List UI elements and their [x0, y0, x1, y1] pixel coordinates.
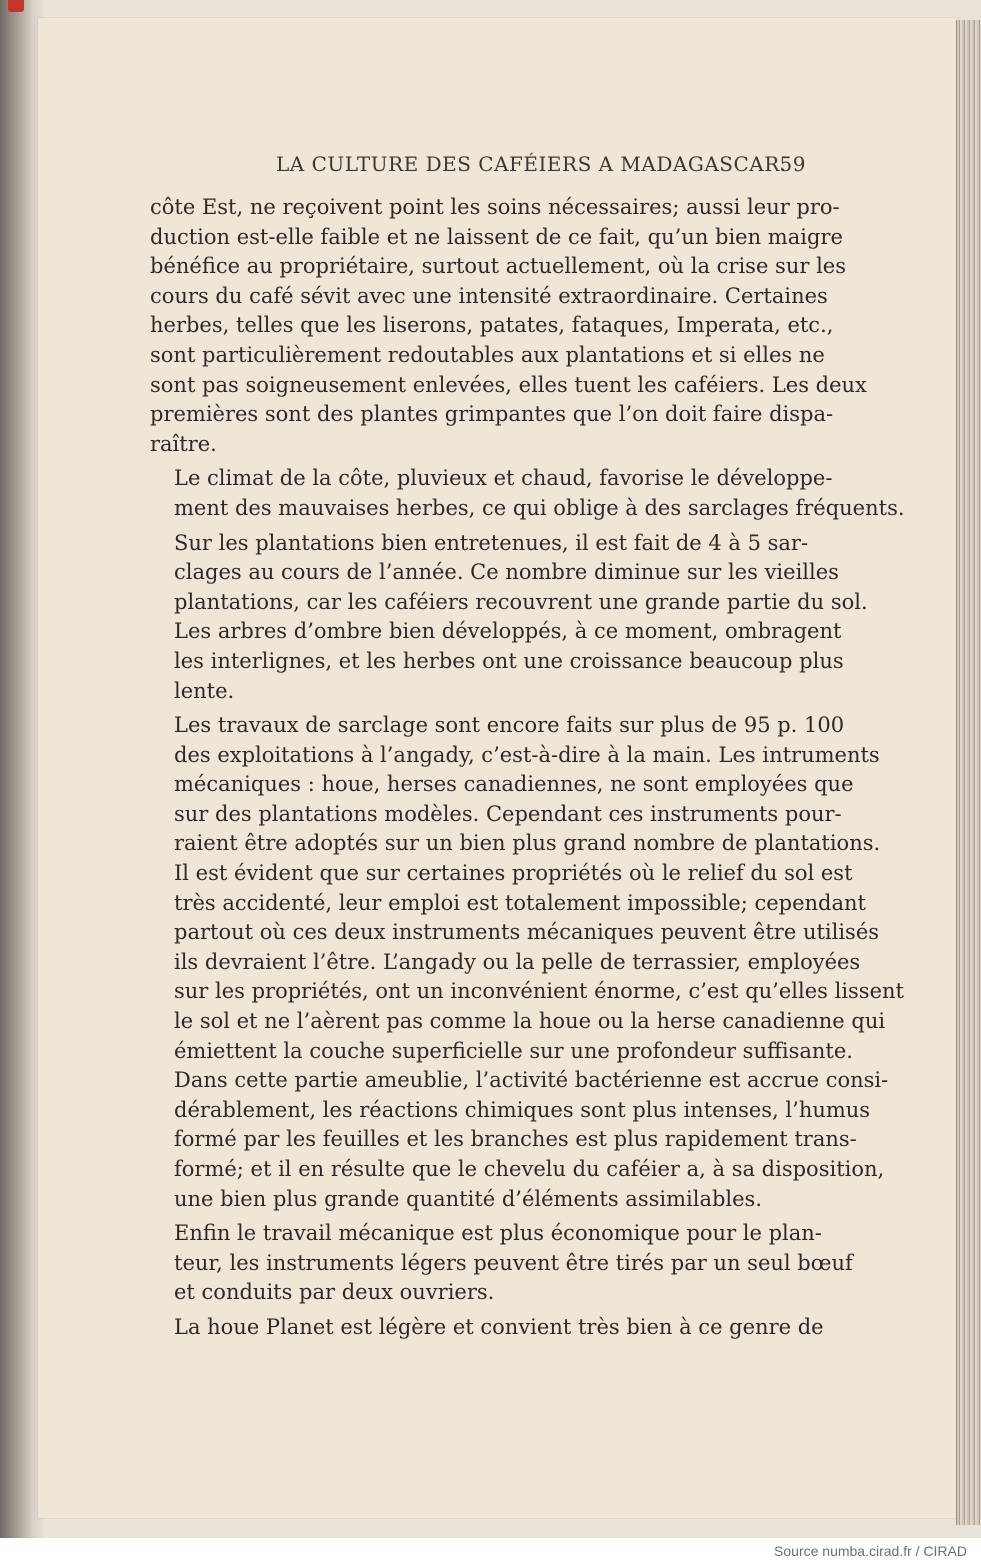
- page-stack-edge: [956, 20, 981, 1525]
- text-line: cours du café sévit avec une intensité extraordinaire. Certaines: [150, 283, 828, 308]
- source-credit: Source numba.cirad.fr / CIRAD: [774, 1543, 967, 1559]
- text-line: les interlignes, et les herbes ont une croissance beaucoup plus: [174, 648, 844, 673]
- paragraph: [150, 529, 868, 707]
- text-line: formé; et il en résulte que le chevelu du caféier a, à sa disposition,: [174, 1157, 885, 1181]
- text-line: et conduits par deux ouvriers.: [174, 1280, 495, 1305]
- text-line: La houe Planet est légère et convient très bien à ce genre de: [174, 1314, 824, 1339]
- text-line: émiettent la couche superficielle sur une profondeur suffisante.: [174, 1038, 853, 1063]
- text-line: Enfin le travail mécanique est plus économique pour le plan-: [174, 1221, 822, 1246]
- text-line: partout où ces deux instruments mécaniques peuvent être utilisés: [174, 920, 880, 945]
- text-line: ment des mauvaises herbes, ce qui oblige à des sarclages fréquents.: [174, 495, 905, 520]
- text-line: Les travaux de sarclage sont encore faits sur plus de 95 p. 100: [174, 713, 845, 738]
- paragraph: [150, 193, 867, 459]
- paragraph: [150, 1219, 853, 1308]
- text-line: herbes, telles que les liserons, patates, fataques, Imperata, etc.,: [150, 313, 834, 338]
- running-title: LA CULTURE DES CAFÉIERS A MADAGASCAR.: [276, 152, 787, 176]
- text-line: formé par les feuilles et les branches est plus rapidement trans-: [174, 1127, 857, 1152]
- text-line: Les arbres d’ombre bien développés, à ce moment, ombragent: [174, 619, 842, 644]
- text-line: une bien plus grande quantité d’éléments assimilables.: [174, 1186, 762, 1211]
- text-line: Le climat de la côte, pluvieux et chaud, favorise le développe-: [174, 466, 833, 491]
- running-header: [276, 148, 806, 182]
- paragraph: [150, 711, 904, 1214]
- text-line: premières sont des plantes grimpantes que l’on doit faire dispa-: [150, 402, 834, 427]
- text-line: Dans cette partie ameublie, l’activité bactérienne est accrue consi-: [174, 1068, 889, 1093]
- text-line: Sur les plantations bien entretenues, il est fait de 4 à 5 sar-: [174, 530, 809, 555]
- text-line: Il est évident que sur certaines propriétés où le relief du sol est: [174, 861, 853, 886]
- text-line: le sol et ne l’aèrent pas comme la houe ou la herse canadienne qui: [174, 1009, 886, 1034]
- paragraph: [150, 464, 905, 523]
- text-line: ils devraient l’être. L’angady ou la pelle de terrassier, employées: [174, 949, 861, 974]
- text-line: sont pas soigneusement enlevées, elles tuent les caféiers. Les deux: [150, 372, 867, 397]
- text-line: raient être adoptés sur un bien plus grand nombre de plantations.: [174, 831, 881, 856]
- text-line: sur les propriétés, ont un inconvénient énorme, c’est qu’elles lissent: [174, 979, 904, 1004]
- page-number: 59: [779, 152, 806, 176]
- text-line: duction est-elle faible et ne laissent de ce fait, qu’un bien maigre: [150, 224, 843, 249]
- text-line: dérablement, les réactions chimiques sont plus intenses, l’humus: [174, 1097, 871, 1122]
- text-line: sont particulièrement redoutables aux plantations et si elles ne: [150, 342, 825, 367]
- text-line: bénéfice au propriétaire, surtout actuellement, où la crise sur les: [150, 254, 846, 279]
- text-line: plantations, car les caféiers recouvrent une grande partie du sol.: [174, 589, 868, 614]
- text-line: lente.: [174, 678, 235, 703]
- text-line: des exploitations à l’angady, c’est-à-dire à la main. Les intruments: [174, 742, 880, 767]
- paragraph: [150, 1313, 824, 1343]
- bookmark-ribbon: [8, 0, 24, 12]
- text-line: mécaniques : houe, herses canadiennes, ne sont employées que: [174, 772, 854, 797]
- text-line: très accidenté, leur emploi est totalement impossible; cependant: [174, 890, 866, 915]
- text-line: sur des plantations modèles. Cependant ces instruments pour-: [174, 801, 842, 826]
- text-line: côte Est, ne reçoivent point les soins nécessaires; aussi leur pro-: [150, 195, 840, 219]
- text-line: raître.: [150, 431, 217, 456]
- body-text: [150, 193, 905, 1343]
- text-line: clages au cours de l’année. Ce nombre diminue sur les vieilles: [174, 560, 839, 585]
- text-line: teur, les instruments légers peuvent être tirés par un seul bœuf: [174, 1250, 853, 1275]
